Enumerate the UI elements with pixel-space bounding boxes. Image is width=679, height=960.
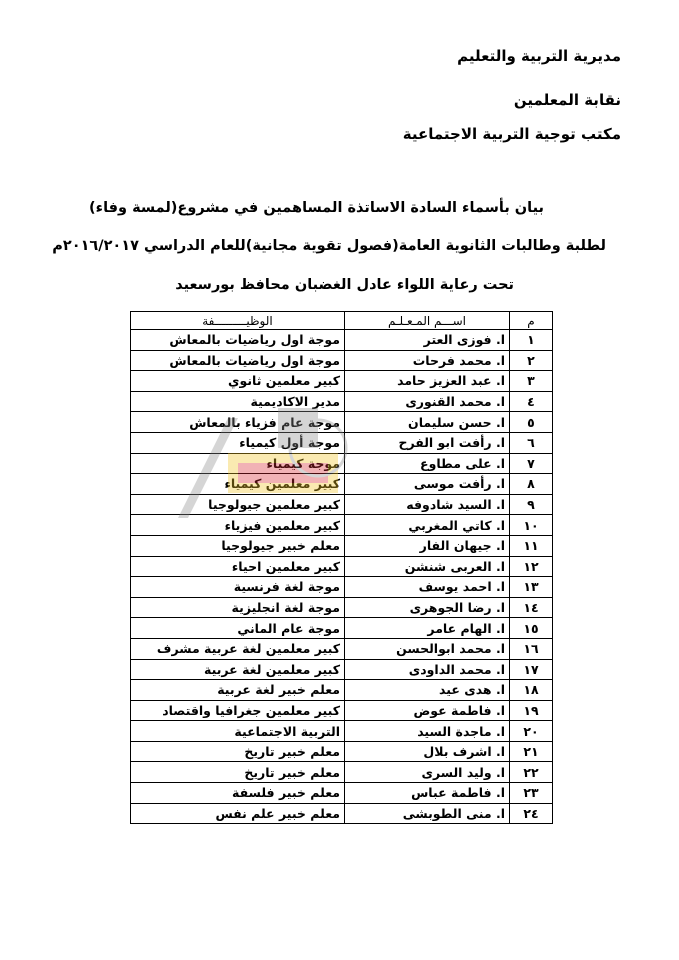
row-number: ٥ — [510, 412, 553, 433]
header-number: م — [510, 312, 553, 330]
teacher-job: موجة أول كيمياء — [131, 432, 345, 453]
teacher-job: كبير معلمين ثانوي — [131, 371, 345, 392]
teacher-job: معلم خبير علم نفس — [131, 803, 345, 824]
document-title-line-2: لطلبة وطالبات الثانوية العامة(فصول تقوية مجانية)للعام الدراسي ٢٠١٦/٢٠١٧م — [52, 238, 606, 254]
teacher-name: ا. العربى شنشن — [345, 556, 510, 577]
row-number: ٢١ — [510, 741, 553, 762]
teacher-job: كبير معلمين كيمياء — [131, 474, 345, 495]
table-row — [131, 432, 553, 453]
table-row — [131, 330, 553, 351]
row-number: ٩ — [510, 494, 553, 515]
table-row — [131, 515, 553, 536]
directorate-title: مديرية التربية والتعليم — [457, 47, 621, 65]
teacher-job: موجة كيمياء — [131, 453, 345, 474]
header-teacher-name: اســـم المـعـلـم — [345, 312, 510, 330]
row-number: ٢٣ — [510, 783, 553, 804]
table-row — [131, 803, 553, 824]
table-row — [131, 680, 553, 701]
teacher-name: ا. رضا الجوهرى — [345, 597, 510, 618]
table-row — [131, 659, 553, 680]
row-number: ١٢ — [510, 556, 553, 577]
row-number: ٣ — [510, 371, 553, 392]
teacher-job: موجة عام الماني — [131, 618, 345, 639]
table-row — [131, 412, 553, 433]
teacher-job: موجة لغة انجليزية — [131, 597, 345, 618]
header-job: الوظيـــــــــفة — [131, 312, 345, 330]
teacher-job: معلم خبير تاريخ — [131, 741, 345, 762]
row-number: ١١ — [510, 535, 553, 556]
row-number: ١٤ — [510, 597, 553, 618]
table-row — [131, 577, 553, 598]
row-number: ١٠ — [510, 515, 553, 536]
row-number: ١٣ — [510, 577, 553, 598]
row-number: ٢٤ — [510, 803, 553, 824]
teacher-name: ا. اشرف بلال — [345, 741, 510, 762]
row-number: ٦ — [510, 432, 553, 453]
table-row — [131, 494, 553, 515]
office-title: مكتب توجية التربية الاجتماعية — [402, 125, 621, 143]
teacher-job: كبير معلمين لغة عربية — [131, 659, 345, 680]
table-row — [131, 618, 553, 639]
row-number: ١٩ — [510, 700, 553, 721]
teacher-name: ا. رأفت موسى — [345, 474, 510, 495]
teacher-name: ا. منى الطوبشى — [345, 803, 510, 824]
teacher-job: معلم خبير فلسفة — [131, 783, 345, 804]
table-row — [131, 371, 553, 392]
teacher-job: كبير معلمين جغرافيا واقتصاد — [131, 700, 345, 721]
table-row — [131, 700, 553, 721]
teacher-name: ا. محمد فرحات — [345, 350, 510, 371]
teachers-table-body — [131, 330, 553, 824]
row-number: ١٥ — [510, 618, 553, 639]
table-row — [131, 762, 553, 783]
row-number: ٢٠ — [510, 721, 553, 742]
table-row — [131, 638, 553, 659]
table-row — [131, 741, 553, 762]
table-row — [131, 597, 553, 618]
table-row — [131, 721, 553, 742]
teacher-name: ا. محمد القنورى — [345, 391, 510, 412]
teacher-name: ا. محمد ابوالحسن — [345, 638, 510, 659]
table-row — [131, 350, 553, 371]
table-row — [131, 453, 553, 474]
teacher-job: معلم خبير جيولوجيا — [131, 535, 345, 556]
teacher-job: مدير الاكاديمية — [131, 391, 345, 412]
row-number: ٢٢ — [510, 762, 553, 783]
table-row — [131, 556, 553, 577]
teacher-name: ا. كاتي المغربي — [345, 515, 510, 536]
table-row — [131, 783, 553, 804]
row-number: ١٦ — [510, 638, 553, 659]
table-row — [131, 474, 553, 495]
teacher-name: ا. السيد شادوفه — [345, 494, 510, 515]
teacher-name: ا. فوزى العتر — [345, 330, 510, 351]
document-title-line-1: بيان بأسماء السادة الاساتذة المساهمين في مشروع(لمسة وفاء) — [89, 200, 544, 216]
teacher-name: ا. وليد السرى — [345, 762, 510, 783]
row-number: ١٧ — [510, 659, 553, 680]
table-row — [131, 535, 553, 556]
teacher-job: كبير معلمين جيولوجيا — [131, 494, 345, 515]
teacher-name: ا. فاطمة عوض — [345, 700, 510, 721]
teachers-table — [130, 311, 553, 824]
row-number: ١ — [510, 330, 553, 351]
teacher-name: ا. احمد يوسف — [345, 577, 510, 598]
teacher-job: التربية الاجتماعية — [131, 721, 345, 742]
teacher-name: ا. جيهان الفار — [345, 535, 510, 556]
teacher-job: معلم خبير تاريخ — [131, 762, 345, 783]
teacher-job: موجة اول رياضيات بالمعاش — [131, 350, 345, 371]
teacher-job: كبير معلمين لغة عربية مشرف — [131, 638, 345, 659]
teacher-name: ا. ماجدة السيد — [345, 721, 510, 742]
teacher-job: معلم خبير لغة عربية — [131, 680, 345, 701]
teacher-job: موجة اول رياضيات بالمعاش — [131, 330, 345, 351]
table-header-row — [131, 312, 553, 330]
teacher-name: ا. هدى عيد — [345, 680, 510, 701]
teacher-name: ا. محمد الداودى — [345, 659, 510, 680]
row-number: ٧ — [510, 453, 553, 474]
teacher-name: ا. الهام عامر — [345, 618, 510, 639]
teacher-name: ا. فاطمة عباس — [345, 783, 510, 804]
teacher-name: ا. حسن سليمان — [345, 412, 510, 433]
table-row — [131, 391, 553, 412]
teacher-job: كبير معلمين فيزياء — [131, 515, 345, 536]
row-number: ٨ — [510, 474, 553, 495]
teachers-table-header — [131, 312, 553, 330]
row-number: ١٨ — [510, 680, 553, 701]
teacher-name: ا. على مطاوع — [345, 453, 510, 474]
row-number: ٤ — [510, 391, 553, 412]
document-title-line-3: تحت رعاية اللواء عادل الغضبان محافظ بورسعيد — [175, 277, 514, 293]
teacher-name: ا. عبد العزيز حامد — [345, 371, 510, 392]
teacher-job: موجة عام فزياء بالمعاش — [131, 412, 345, 433]
syndicate-title: نقابة المعلمين — [513, 91, 621, 109]
row-number: ٢ — [510, 350, 553, 371]
teacher-name: ا. رأفت ابو الفرح — [345, 432, 510, 453]
teacher-job: موجة لغة فرنسية — [131, 577, 345, 598]
teacher-job: كبير معلمين احياء — [131, 556, 345, 577]
